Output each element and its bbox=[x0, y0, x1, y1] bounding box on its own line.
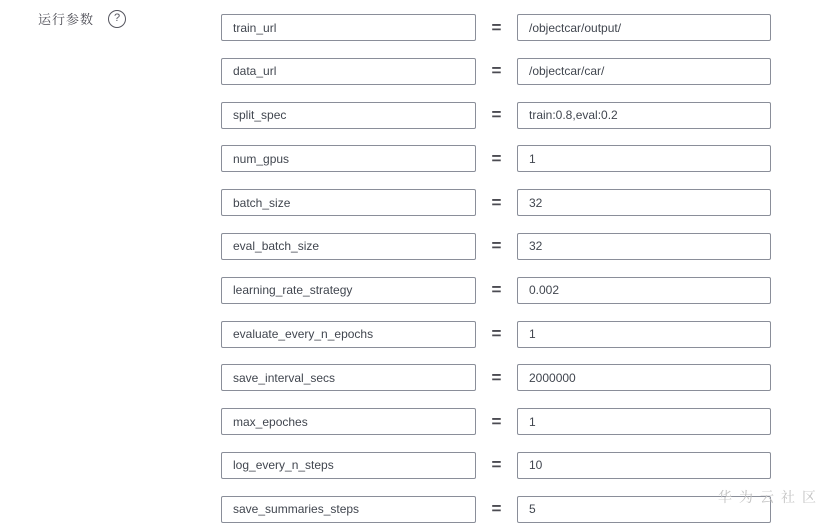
equals-sign: = bbox=[491, 499, 502, 519]
parameter-row bbox=[221, 145, 771, 172]
help-question-icon[interactable]: ? bbox=[108, 10, 126, 28]
section-header bbox=[38, 9, 126, 28]
parameter-value-input[interactable] bbox=[517, 496, 771, 523]
parameter-value-input[interactable] bbox=[517, 452, 771, 479]
parameter-row bbox=[221, 189, 771, 216]
equals-sign: = bbox=[491, 192, 502, 212]
parameter-value-input[interactable] bbox=[517, 233, 771, 260]
parameter-row bbox=[221, 321, 771, 348]
parameter-value-input[interactable] bbox=[517, 145, 771, 172]
parameter-name-input[interactable] bbox=[221, 496, 476, 523]
parameter-row bbox=[221, 452, 771, 479]
parameter-value-input[interactable] bbox=[517, 102, 771, 129]
parameter-name-input[interactable] bbox=[221, 408, 476, 435]
equals-sign: = bbox=[491, 105, 502, 125]
parameter-name-input[interactable] bbox=[221, 452, 476, 479]
parameter-name-input[interactable] bbox=[221, 58, 476, 85]
equals-sign: = bbox=[491, 61, 502, 81]
parameter-row bbox=[221, 364, 771, 391]
parameter-name-input[interactable] bbox=[221, 277, 476, 304]
equals-sign: = bbox=[491, 148, 502, 168]
equals-sign: = bbox=[491, 455, 502, 475]
huawei-cloud-community-watermark: 华为云社区 bbox=[718, 489, 823, 505]
parameter-name-input[interactable] bbox=[221, 102, 476, 129]
parameter-value-input[interactable] bbox=[517, 364, 771, 391]
parameter-value-input[interactable] bbox=[517, 408, 771, 435]
parameter-list bbox=[221, 14, 771, 523]
parameter-name-input[interactable] bbox=[221, 189, 476, 216]
parameter-row bbox=[221, 408, 771, 435]
parameter-row bbox=[221, 233, 771, 260]
equals-sign: = bbox=[491, 236, 502, 256]
parameter-row bbox=[221, 277, 771, 304]
equals-sign: = bbox=[491, 367, 502, 387]
parameter-value-input[interactable] bbox=[517, 277, 771, 304]
equals-sign: = bbox=[491, 324, 502, 344]
parameter-name-input[interactable] bbox=[221, 14, 476, 41]
equals-sign: = bbox=[491, 411, 502, 431]
parameter-name-input[interactable] bbox=[221, 321, 476, 348]
equals-sign: = bbox=[491, 280, 502, 300]
parameter-name-input[interactable] bbox=[221, 233, 476, 260]
equals-sign: = bbox=[491, 17, 502, 37]
parameter-row bbox=[221, 496, 771, 523]
parameter-value-input[interactable] bbox=[517, 189, 771, 216]
parameter-value-input[interactable] bbox=[517, 14, 771, 41]
parameter-row bbox=[221, 58, 771, 85]
parameter-value-input[interactable] bbox=[517, 321, 771, 348]
parameter-row bbox=[221, 14, 771, 41]
parameter-name-input[interactable] bbox=[221, 145, 476, 172]
parameter-name-input[interactable] bbox=[221, 364, 476, 391]
run-parameters-label: 运行参数 bbox=[38, 12, 95, 27]
parameter-row bbox=[221, 102, 771, 129]
parameter-value-input[interactable] bbox=[517, 58, 771, 85]
